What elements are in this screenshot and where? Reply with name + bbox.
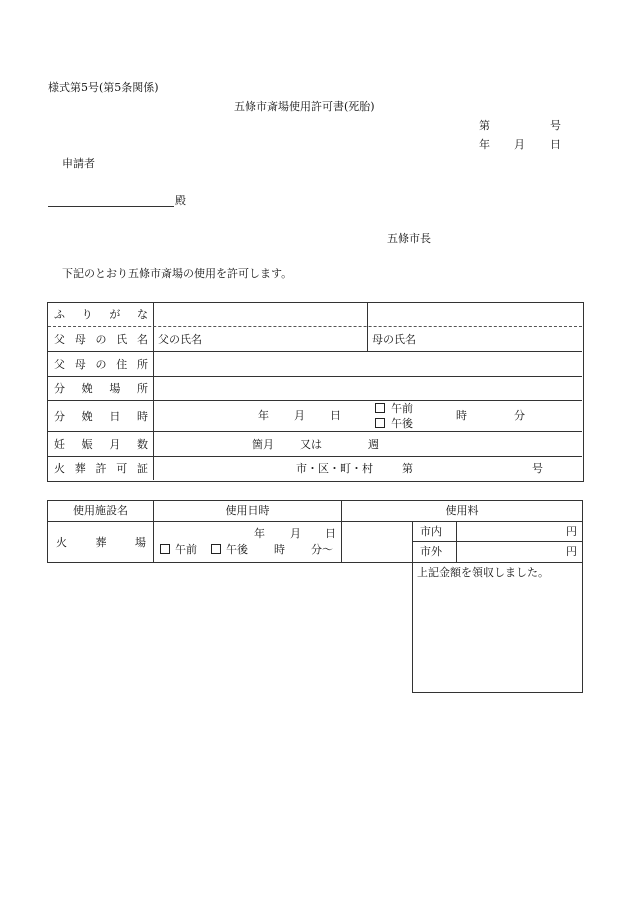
- usage-table-top: [47, 500, 583, 501]
- parents-name-label: 父 母 の 氏 名: [54, 332, 148, 346]
- mother-name-label: 母の氏名: [372, 333, 416, 346]
- applicant-label: 申請者: [62, 157, 95, 170]
- usage-am-checkbox[interactable]: [160, 544, 170, 554]
- birth-date-tsuki: 月: [294, 409, 305, 422]
- col-datetime-header: 使用日時: [225, 504, 270, 517]
- document-title: 五條市斎場使用許可書(死胎): [234, 100, 375, 113]
- father-name-label: 父の氏名: [158, 333, 202, 346]
- recipient-line: [48, 206, 174, 207]
- usage-date-tsuki: 月: [290, 527, 301, 540]
- birth-pm-label: 午後: [391, 417, 413, 430]
- pregnancy-or-label: 又は: [300, 438, 322, 451]
- receipt-text: 上記金額を領収しました。: [417, 566, 549, 579]
- birth-pm-checkbox[interactable]: [375, 418, 385, 428]
- parents-address-label: 父 母 の 住 所: [54, 357, 148, 371]
- date-nen: 年: [479, 138, 490, 151]
- birth-date-hi: 日: [330, 409, 341, 422]
- birth-am-label: 午前: [391, 402, 413, 415]
- birth-time-ji: 時: [456, 409, 467, 422]
- date-hi: 日: [550, 138, 561, 151]
- cremation-permit-label: 火 葬 許 可 証: [54, 462, 148, 475]
- permit-gou: 号: [532, 462, 543, 475]
- usage-time-fun: 分〜: [311, 543, 333, 556]
- municipality-label: 市・区・町・村: [296, 462, 373, 475]
- col-fee-header: 使用料: [445, 504, 479, 517]
- birth-date-nen: 年: [258, 409, 269, 422]
- number-dai: 第: [479, 119, 490, 132]
- birth-am-checkbox[interactable]: [375, 403, 385, 413]
- usage-am-label: 午前: [175, 543, 197, 556]
- pregnancy-months-unit: 箇月: [252, 438, 274, 451]
- usage-date-hi: 日: [325, 527, 336, 540]
- fee-out-city-label: 市外: [420, 545, 442, 558]
- pregnancy-label: 妊 娠 月 数: [54, 437, 148, 451]
- fee-out-city-yen: 円: [566, 545, 577, 558]
- permit-statement: 下記のとおり五條市斎場の使用を許可します。: [62, 267, 293, 280]
- usage-date-nen: 年: [254, 527, 265, 540]
- permit-dai: 第: [402, 462, 413, 475]
- birth-time-fun: 分: [514, 409, 525, 422]
- usage-pm-checkbox[interactable]: [211, 544, 221, 554]
- issuer-label: 五條市長: [387, 232, 431, 245]
- fee-in-city-label: 市内: [420, 525, 442, 538]
- usage-pm-label: 午後: [226, 543, 248, 556]
- furigana-label: ふ り が な: [54, 308, 148, 321]
- number-gou: 号: [550, 119, 561, 132]
- dono-label: 殿: [175, 194, 186, 207]
- form-number: 様式第5号(第5条関係): [48, 81, 159, 94]
- col-facility-header: 使用施設名: [73, 504, 128, 517]
- fee-in-city-yen: 円: [566, 525, 577, 538]
- birth-place-label: 分 娩 場 所: [54, 382, 148, 395]
- facility-crematorium: 火 葬 場: [56, 535, 146, 549]
- date-tsuki: 月: [514, 138, 525, 151]
- pregnancy-weeks-unit: 週: [368, 438, 379, 451]
- usage-time-ji: 時: [274, 543, 285, 556]
- birth-datetime-label: 分 娩 日 時: [54, 409, 148, 423]
